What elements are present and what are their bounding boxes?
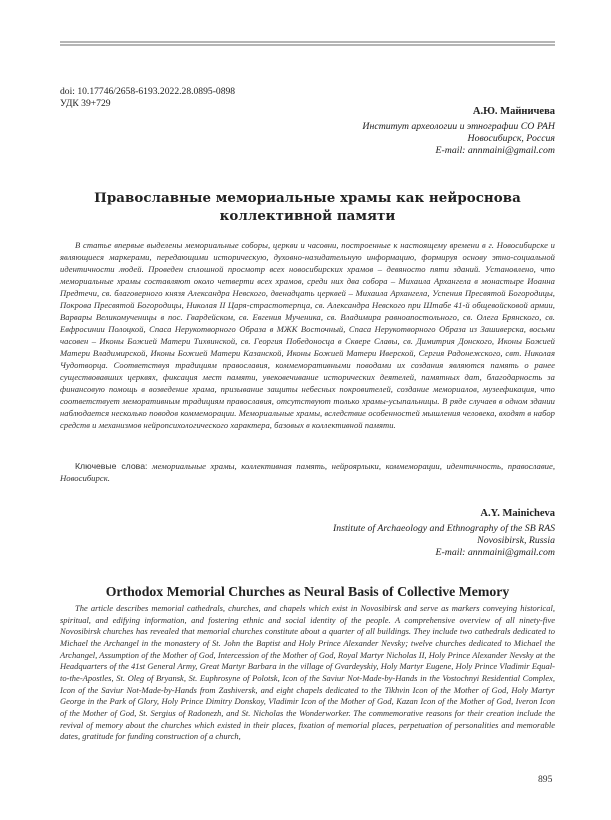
title-ru-line-2: коллективной памяти [219,208,396,224]
keywords-ru [60,460,555,484]
abstract-en [60,603,555,743]
email-en[interactable]: E-mail: annmaini@gmail.com [435,547,555,558]
udk-code: УДК 39+729 [60,98,111,109]
location-ru: Новосибирск, Россия [467,133,555,144]
author-name-ru: А.Ю. Майничева [472,106,555,117]
title-ru-line-1: Православные мемориальные храмы как нейроснова [94,190,521,206]
header-double-rule [60,41,555,46]
affiliation-ru: Институт археологии и этнографии СО РАН [362,121,555,132]
page-number: 895 [538,774,553,785]
article-meta [60,86,235,110]
abstract-en-text: The article describes memorial cathedrals, churches, and chapels which exist in Novosibirsk and serve as markers conveying historical, spiritual, and edifying information, and fostering ethnic and social identity of the people. A comprehensive overview of all ninety-five Novosibirsk churches has revealed that memorial churches constitute about a quarter of all buildings. They include two cathedrals dedicated to Michael the Archangel in the monastery of St. John the Baptist and Holy Prince Alexander Nevsky; twelve churches dedicated to Michael the Archangel, Assumption of the Mother of God, Intercession of the Mother of God, Royal Martyr Nicholas II, Holy Prince Alexander Nevsky at the Headquarters of the 41st General Army, Great Martyr Barbara in the village of Gvardeyskiy, Holy Martyr Eugene, Holy Prince Vladimir Equal-to-the-Apostles, St. Oleg of Bryansk, St. Euphrosyne of Polotsk, Icon of the Saviur Not-Made-by-Hands in the Vostochnyi Residential Complex, Icon of the Saviur Not-Made-by-Hands from Zashiversk, and eight chapels dedicated to the Tikhvin Icon of the Mother of God, Holy Martyr George in the Park of Glory, Holy Prince Dimitry Donskoy, Vladimir Icon of the Mother of God, Kazan Icon of the Mother of God, Iveron Icon of the Mother of God, St. Sergius of Radonezh, and St. Nicholas the Wonderworker. The commemorative reasons for their creation include the revival of memory about the churches which existed in their places, fixation of memorial places, perpetuation of personalities and memorable dates, gratitude for funding construction of a church, [60,603,555,742]
abstract-ru [60,239,555,431]
keywords-label: Ключевые слова: [75,461,148,471]
author-block-ru [362,106,555,157]
location-en: Novosibirsk, Russia [477,535,555,546]
abstract-ru-text: В статье впервые выделены мемориальные соборы, церкви и часовни, построенные к настоящему времени в г. Новосибирске и являющиеся маркерами, передающими историческую, духовно-назидательную информацию, формируя основу этно-социальной идентичности людей. Проведен сплошной просмотр всех новосибирских храмов – девяносто пяти зданий. Установлено, что мемориальные храмы составляют около четверти всех храмов, среди них два собора – Михаила Архангела в монастыре Иоанна Предтечи, св. благоверного князя Александра Невского, двенадцать церквей – Михаила Архангела, Успения Пресвятой Богородицы, Покрова Пресвятой Богородицы, Николая II Царя-страстотерпца, св. Александра Невского при Штабе 41-й общевойсковой армии, Варвары Великомученицы в пос. Гвардейском, св. Евгения Мученика, св. Владимира равноапостольного, св. Олега Брянского, св. Евфросинии Полоцкой, Спаса Нерукотворного Образа в МЖК Восточный, Спаса Нерукотворного Образа из Зашиверска, восьми часовен – Иконы Божией Матери Тихвинской, св. Георгия Победоносца в Сквере Славы, св. Димитрия Донского, Иконы Божией Матери Владимирской, Иконы Божией Матери Казанской, Иконы Божией Матери Иверской, Сергия Радонежского, свт. Николая Чудотворца. Соответствуя традициям православия, коммеморативными поводами их создания являются память о ранее существовавших церквях, фиксация мест памяти, увековечивание исторических деятелей, памятных дат, благодарность за финансовую помощь в возведение храма, призывание защиты небесных покровителей, создание мемориалов, музеефикация, что соответствует меморативным традициям православия, отсутствуют только храмы-усыпальницы. В ряде случаев в одном здании наблюдается несколько поводов коммеморации. Мемориальные храмы, вследствие особенностей мышления человека, входят в набор средств и механизмов нейропсихологического характера, базовых в коллективной памяти. [60,240,555,430]
keywords-values: мемориальные храмы, коллективная память, нейроярлыки, коммеморации, идентичность, православие, Новосибирск. [60,461,556,483]
author-block-en [333,508,555,559]
rule-line-upper [60,41,555,43]
author-name-en: A.Y. Mainicheva [480,508,555,519]
affiliation-en: Institute of Archaeology and Ethnography of the SB RAS [332,523,555,534]
rule-line-lower [60,44,555,46]
doi[interactable]: doi: 10.17746/2658-6193.2022.28.0895-0898 [60,86,236,97]
email-ru[interactable]: E-mail: annmaini@gmail.com [435,145,555,156]
article-title-ru [60,189,555,225]
article-title-en: Orthodox Memorial Churches as Neural Basis of Collective Memory [105,584,510,599]
